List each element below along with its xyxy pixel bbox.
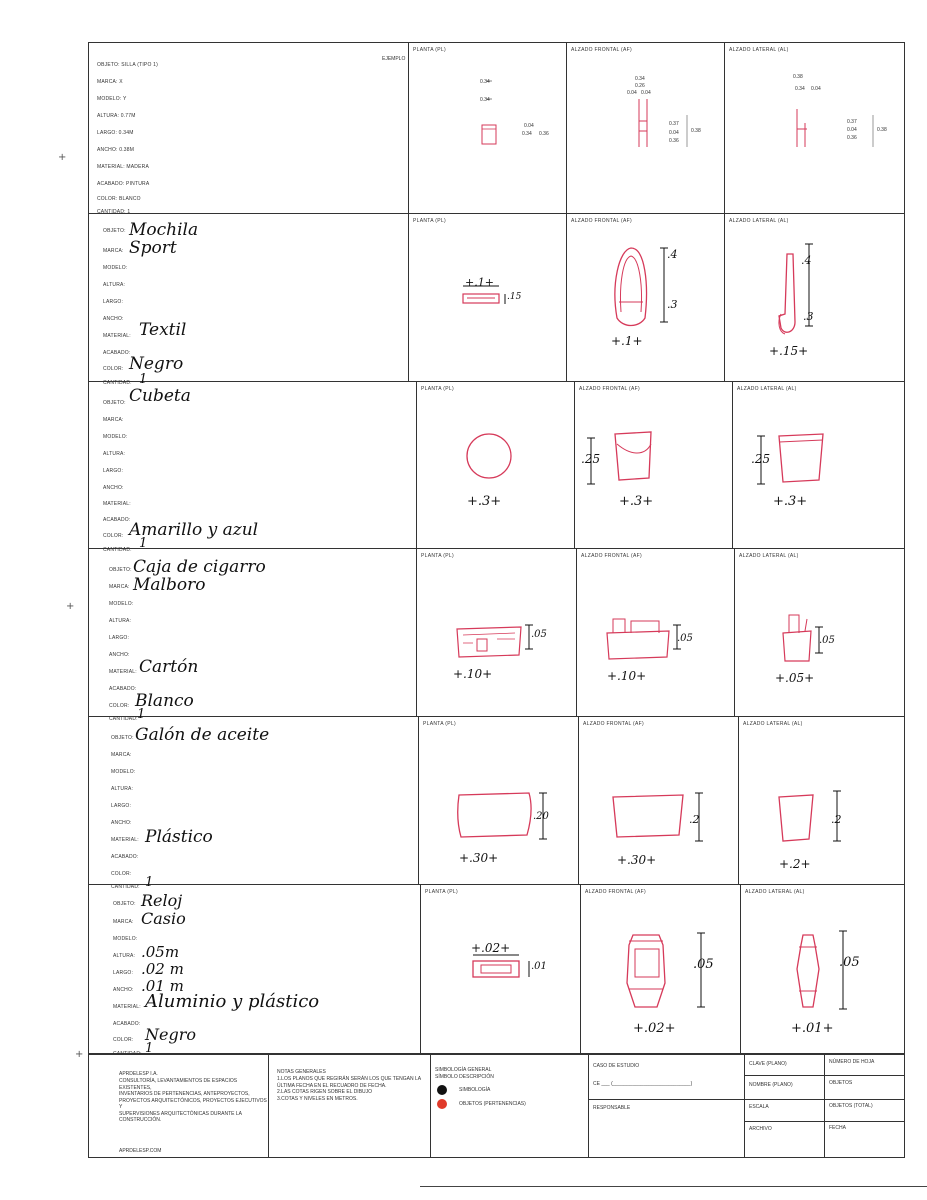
example-field-largo: LARGO: 0.34M <box>97 130 134 136</box>
row3-label-cantidad: CANTIDAD: <box>109 716 138 722</box>
row3-front-title: ALZADO FRONTAL (AF) <box>581 553 642 559</box>
plano-div-1 <box>745 1075 825 1076</box>
plano-div-2 <box>745 1099 825 1100</box>
objetos-label: OBJETOS <box>829 1080 853 1086</box>
row5-label-modelo: MODELO: <box>113 936 138 942</box>
example-front-dim-5: 0.37 <box>669 121 679 127</box>
row3-label-acabado: ACABADO: <box>109 686 137 692</box>
row4-plan-title: PLANTA (PL) <box>423 721 456 727</box>
row1-side-dim-2: .3 <box>803 310 814 323</box>
row3-cantidad-value: 1 <box>137 707 146 722</box>
row3-side-drawing <box>735 549 904 717</box>
row5-label-material: MATERIAL: <box>113 1004 141 1010</box>
black-dot-symbol <box>437 1085 447 1095</box>
row3-front-drawing <box>577 549 735 717</box>
notes-text: 1.LOS PLANOS QUE REGIRÁN SERÁN LOS QUE TENGAN LA ÚLTIMA FECHA EN EL RECUADRO DE FECHA. 2.LAS COTAS RIGEN SOBRE EL DIBUJO 3.COTAS Y NIVELES EN METROS. <box>277 1076 422 1102</box>
example-front-dim-2: 0.26 <box>635 83 645 89</box>
row4-front-dim-1: .2 <box>689 813 700 826</box>
row5-label-objeto: OBJETO: <box>113 901 136 907</box>
caso-title: CASO DE ESTUDIO <box>593 1063 640 1069</box>
row4-front-drawing <box>579 717 739 885</box>
row2-label-color: COLOR: <box>103 533 124 539</box>
row3-label-objeto: OBJETO: <box>109 567 132 573</box>
row2-front-title: ALZADO FRONTAL (AF) <box>579 386 640 392</box>
row4-label-acabado: ACABADO: <box>111 854 139 860</box>
row2-plan-title: PLANTA (PL) <box>421 386 454 392</box>
row5-marca-value: Casio <box>141 909 186 928</box>
row4-side-dim-2: +.2+ <box>779 857 811 871</box>
row1-label-ancho: ANCHO: <box>103 316 124 322</box>
row5-label-marca: MARCA: <box>113 919 134 925</box>
row4-label-material: MATERIAL: <box>111 837 139 843</box>
row5-plan-drawing <box>421 885 581 1054</box>
example-plan-title: PLANTA (PL) <box>413 47 446 53</box>
example-plan-dim-5: 0.36 <box>539 131 549 137</box>
example-plan-dim-2: 0.34 <box>480 97 490 103</box>
row4-label-objeto: OBJETO: <box>111 735 134 741</box>
row4-side-title: ALZADO LATERAL (AL) <box>743 721 803 727</box>
row1-data-cell <box>89 214 409 387</box>
row4-cantidad-value: 1 <box>145 875 154 890</box>
row4-plan-drawing <box>419 717 579 885</box>
example-field-color: COLOR: BLANCO <box>97 196 141 202</box>
example-front-title: ALZADO FRONTAL (AF) <box>571 47 632 53</box>
caso-cell <box>589 1055 745 1158</box>
hoja-div-3 <box>825 1121 904 1122</box>
row4-plan-dim-1: .20 <box>533 811 549 822</box>
row1-material-value: Textil <box>139 320 187 340</box>
row3-label-color: COLOR: <box>109 703 130 709</box>
object-row-2 <box>89 382 904 553</box>
row2-label-acabado: ACABADO: <box>103 517 131 523</box>
row3-objeto-value: Caja de cigarro <box>133 557 266 577</box>
row3-label-altura: ALTURA: <box>109 618 132 624</box>
row3-front-dim-2: +.10+ <box>607 669 647 683</box>
row3-marca-value: Malboro <box>133 575 206 595</box>
company-description: CONSULTORÍA, LEVANTAMIENTOS DE ESPACIOS EXISTENTES, INVENTARIOS DE PERTENENCIAS, ANTEPROYECTOS, PROYECTOS ARQUITECTÓNICOS, PROYECTOS EJECUTIVOS Y SUPERVISIONES ARQUITECTÓNICAS DURANTE LA CONSTRUCCIÓN. <box>119 1078 267 1123</box>
row2-plan-drawing <box>417 382 575 549</box>
plano-div-3 <box>745 1121 825 1122</box>
example-field-material: MATERIAL: MADERA <box>97 164 150 170</box>
row3-side-dim-2: +.05+ <box>775 671 815 685</box>
row2-label-altura: ALTURA: <box>103 451 126 457</box>
row1-plan-drawing <box>409 214 567 382</box>
example-front-dim-8: 0.36 <box>669 138 679 144</box>
caso-line[interactable]: CE ___ (____________________________) <box>593 1081 693 1087</box>
row5-label-acabado: ACABADO: <box>113 1021 141 1027</box>
example-field-cantidad: CANTIDAD: 1 <box>97 209 131 215</box>
row1-label-material: MATERIAL: <box>103 333 131 339</box>
registration-mark-1: + <box>58 152 67 163</box>
example-side-dim-2: 0.34 <box>795 86 805 92</box>
row4-label-cantidad: CANTIDAD: <box>111 884 140 890</box>
object-row-5 <box>89 885 904 1057</box>
row5-plan-cell <box>421 885 581 1054</box>
example-side-cell <box>725 43 904 214</box>
row5-material-value: Aluminio y plástico <box>145 991 320 1012</box>
example-field-ancho: ANCHO: 0.38M <box>97 147 135 153</box>
row1-side-dim-3: +.15+ <box>769 344 809 358</box>
row1-label-acabado: ACABADO: <box>103 350 131 356</box>
object-row-1 <box>89 214 904 387</box>
row4-side-cell <box>739 717 904 885</box>
row1-label-altura: ALTURA: <box>103 282 126 288</box>
row5-label-altura: ALTURA: <box>113 953 136 959</box>
caso-divider <box>589 1099 745 1100</box>
row1-front-drawing <box>567 214 725 382</box>
example-front-dim-7: 0.38 <box>691 128 701 134</box>
row1-color-value: Negro <box>129 354 184 374</box>
example-front-dim-3: 0.04 <box>627 90 637 96</box>
row5-plan-title: PLANTA (PL) <box>425 889 458 895</box>
row2-plan-dim-1: +.3+ <box>467 494 502 509</box>
example-plan-dim-4: 0.34 <box>522 131 532 137</box>
row5-objeto-value: Reloj <box>141 891 183 910</box>
row3-label-material: MATERIAL: <box>109 669 137 675</box>
row4-front-dim-2: +.30+ <box>617 853 657 867</box>
clave-label: CLAVE (PLANO) <box>749 1061 787 1067</box>
example-front-cell <box>567 43 725 214</box>
escala-label: ESCALA <box>749 1104 769 1110</box>
example-front-drawing <box>567 43 725 214</box>
row3-color-value: Blanco <box>135 691 194 711</box>
object-row-4 <box>89 717 904 890</box>
row4-front-title: ALZADO FRONTAL (AF) <box>583 721 644 727</box>
scan-edge-line <box>420 1186 927 1187</box>
row2-objeto-value: Cubeta <box>129 386 191 406</box>
row5-data-cell <box>89 885 421 1057</box>
row2-front-cell <box>575 382 733 549</box>
row5-side-dim-2: +.01+ <box>791 1021 834 1036</box>
row5-altura-value: .05m <box>141 943 180 961</box>
row2-label-material: MATERIAL: <box>103 501 131 507</box>
plano-info-cell <box>745 1055 825 1158</box>
hoja-info-cell <box>825 1055 904 1158</box>
example-side-dim-4: 0.37 <box>847 119 857 125</box>
row3-label-largo: LARGO: <box>109 635 130 641</box>
example-field-acabado: ACABADO: PINTURA <box>97 181 150 187</box>
row4-label-color: COLOR: <box>111 871 132 877</box>
row5-label-color: COLOR: <box>113 1037 134 1043</box>
row2-side-dim-1: .25 <box>751 452 771 466</box>
row5-largo-value: .02 m <box>141 960 184 978</box>
row3-data-cell <box>89 549 417 722</box>
row3-plan-dim-1: .05 <box>531 629 547 640</box>
row4-label-ancho: ANCHO: <box>111 820 132 826</box>
responsable-label: RESPONSABLE <box>593 1105 631 1111</box>
example-field-modelo: MODELO: Y <box>97 96 127 102</box>
row3-material-value: Cartón <box>139 657 199 677</box>
row1-marca-value: Sport <box>129 238 177 258</box>
row1-side-cell <box>725 214 904 382</box>
row2-plan-cell <box>417 382 575 549</box>
row4-label-largo: LARGO: <box>111 803 132 809</box>
row1-objeto-value: Mochila <box>129 220 199 240</box>
row3-side-dim-1: .05 <box>819 635 835 646</box>
example-plan-dim-3: 0.04 <box>524 123 534 129</box>
row3-front-dim-1: .05 <box>677 633 693 644</box>
row3-label-marca: MARCA: <box>109 584 130 590</box>
row4-label-altura: ALTURA: <box>111 786 134 792</box>
example-field-objeto: OBJETO: SILLA (TIPO 1) <box>97 62 158 68</box>
title-block <box>89 1054 904 1158</box>
row1-side-drawing <box>725 214 904 382</box>
example-side-dim-1: 0.38 <box>793 74 803 80</box>
row2-front-dim-1: .25 <box>581 452 601 466</box>
row5-color-value: Negro <box>145 1025 196 1044</box>
row4-label-modelo: MODELO: <box>111 769 136 775</box>
row1-label-objeto: OBJETO: <box>103 228 126 234</box>
row3-front-cell <box>577 549 735 717</box>
row4-side-drawing <box>739 717 904 885</box>
row5-plan-dim-2: .01 <box>531 961 547 972</box>
row1-plan-title: PLANTA (PL) <box>413 218 446 224</box>
row3-plan-cell <box>417 549 577 717</box>
example-plan-drawing <box>409 43 567 214</box>
row5-label-ancho: ANCHO: <box>113 987 134 993</box>
row4-front-cell <box>579 717 739 885</box>
notes-cell <box>269 1055 431 1158</box>
row1-front-title: ALZADO FRONTAL (AF) <box>571 218 632 224</box>
row1-plan-dim-2: .15 <box>507 292 522 302</box>
row1-side-dim-1: .4 <box>801 254 812 267</box>
row2-color-value: Amarillo y azul <box>129 520 259 540</box>
row1-front-dim-2: .3 <box>667 298 678 311</box>
simbologia-cell <box>431 1055 589 1158</box>
row4-plan-dim-2: +.30+ <box>459 851 499 865</box>
row3-plan-title: PLANTA (PL) <box>421 553 454 559</box>
example-side-title: ALZADO LATERAL (AL) <box>729 47 789 53</box>
archivo-label: ARCHIVO <box>749 1126 772 1132</box>
red-dot-symbol <box>437 1099 447 1109</box>
row2-label-cantidad: CANTIDAD: <box>103 547 132 553</box>
row1-front-dim-1: .4 <box>667 248 678 261</box>
simbologia-header: SÍMBOLO DESCRIPCIÓN <box>435 1074 494 1080</box>
row5-front-title: ALZADO FRONTAL (AF) <box>585 889 646 895</box>
row2-side-dim-2: +.3+ <box>773 494 808 509</box>
row5-plan-dim-1: +.02+ <box>471 941 511 955</box>
row4-side-dim-1: .2 <box>831 813 842 826</box>
company-website: APRDELESP.COM <box>119 1148 162 1154</box>
inventory-sheet <box>88 42 905 1158</box>
row5-label-cantidad: CANTIDAD: <box>113 1051 142 1057</box>
hoja-div-1 <box>825 1075 904 1076</box>
row1-label-largo: LARGO: <box>103 299 124 305</box>
row2-side-title: ALZADO LATERAL (AL) <box>737 386 797 392</box>
fecha-label: FECHA <box>829 1125 846 1131</box>
row5-front-cell <box>581 885 741 1054</box>
row3-side-title: ALZADO LATERAL (AL) <box>739 553 799 559</box>
row3-label-ancho: ANCHO: <box>109 652 130 658</box>
hoja-div-2 <box>825 1099 904 1100</box>
example-plan-cell <box>409 43 567 214</box>
numero-hoja-label: NÚMERO DE HOJA <box>829 1059 875 1065</box>
row5-label-largo: LARGO: <box>113 970 134 976</box>
example-data-cell <box>89 43 409 214</box>
row1-front-cell <box>567 214 725 382</box>
row4-objeto-value: Galón de aceite <box>135 725 270 745</box>
row1-plan-dim-1: +.1+ <box>465 276 494 289</box>
example-front-dim-4: 0.04 <box>641 90 651 96</box>
row2-side-cell <box>733 382 904 549</box>
row5-cantidad-value: 1 <box>145 1041 154 1056</box>
example-front-dim-6: 0.04 <box>669 130 679 136</box>
row4-material-value: Plástico <box>145 827 213 847</box>
row2-label-objeto: OBJETO: <box>103 400 126 406</box>
company-cell <box>89 1055 269 1158</box>
simbologia-title: SIMBOLOGÍA GENERAL <box>435 1067 492 1073</box>
row1-plan-cell <box>409 214 567 382</box>
example-side-dim-7: 0.36 <box>847 135 857 141</box>
row5-side-cell <box>741 885 904 1054</box>
simbologia-item-1: SIMBOLOGÍA <box>459 1087 491 1093</box>
example-side-dim-6: 0.38 <box>877 127 887 133</box>
registration-mark-3: + <box>75 1049 84 1060</box>
row3-plan-dim-2: +.10+ <box>453 667 493 681</box>
example-row <box>89 43 904 214</box>
example-side-dim-3: 0.04 <box>811 86 821 92</box>
row2-cantidad-value: 1 <box>139 536 148 551</box>
row1-cantidad-value: 1 <box>139 372 148 387</box>
row5-ancho-value: .01 m <box>141 977 184 995</box>
row1-side-title: ALZADO LATERAL (AL) <box>729 218 789 224</box>
row4-label-marca: MARCA: <box>111 752 132 758</box>
row4-plan-cell <box>419 717 579 885</box>
row2-label-marca: MARCA: <box>103 417 124 423</box>
nombre-plano-label: NOMBRE (PLANO) <box>749 1082 793 1088</box>
example-field-marca: MARCA: X <box>97 79 123 85</box>
example-field-altura: ALTURA: 0.77M <box>97 113 136 119</box>
row3-side-cell <box>735 549 904 717</box>
example-plan-dim-1: 0.34 <box>480 79 490 85</box>
example-side-dim-5: 0.04 <box>847 127 857 133</box>
row1-label-cantidad: CANTIDAD: <box>103 380 132 386</box>
company-title: APRDELESP I.A. <box>119 1071 158 1077</box>
row1-label-modelo: MODELO: <box>103 265 128 271</box>
row4-data-cell <box>89 717 419 890</box>
registration-mark-2: + <box>66 601 75 612</box>
row5-front-dim-2: +.02+ <box>633 1021 676 1036</box>
objetos-total-label: OBJETOS (TOTAL) <box>829 1103 873 1109</box>
example-front-dim-1: 0.34 <box>635 76 645 82</box>
row5-side-title: ALZADO LATERAL (AL) <box>745 889 805 895</box>
row2-label-ancho: ANCHO: <box>103 485 124 491</box>
row5-front-dim-1: .05 <box>693 957 714 972</box>
row2-label-modelo: MODELO: <box>103 434 128 440</box>
row5-side-dim-1: .05 <box>839 955 860 970</box>
row3-label-modelo: MODELO: <box>109 601 134 607</box>
row1-label-color: COLOR: <box>103 366 124 372</box>
object-row-3 <box>89 549 904 722</box>
row2-front-dim-2: +.3+ <box>619 494 654 509</box>
notes-title: NOTAS GENERALES <box>277 1069 326 1075</box>
row2-label-largo: LARGO: <box>103 468 124 474</box>
example-tag: EJEMPLO <box>382 56 406 62</box>
row2-data-cell <box>89 382 417 553</box>
row1-front-dim-3: +.1+ <box>611 334 643 348</box>
simbologia-item-2: OBJETOS (PERTENENCIAS) <box>459 1101 526 1107</box>
row1-label-marca: MARCA: <box>103 248 124 254</box>
row3-plan-drawing <box>417 549 577 717</box>
